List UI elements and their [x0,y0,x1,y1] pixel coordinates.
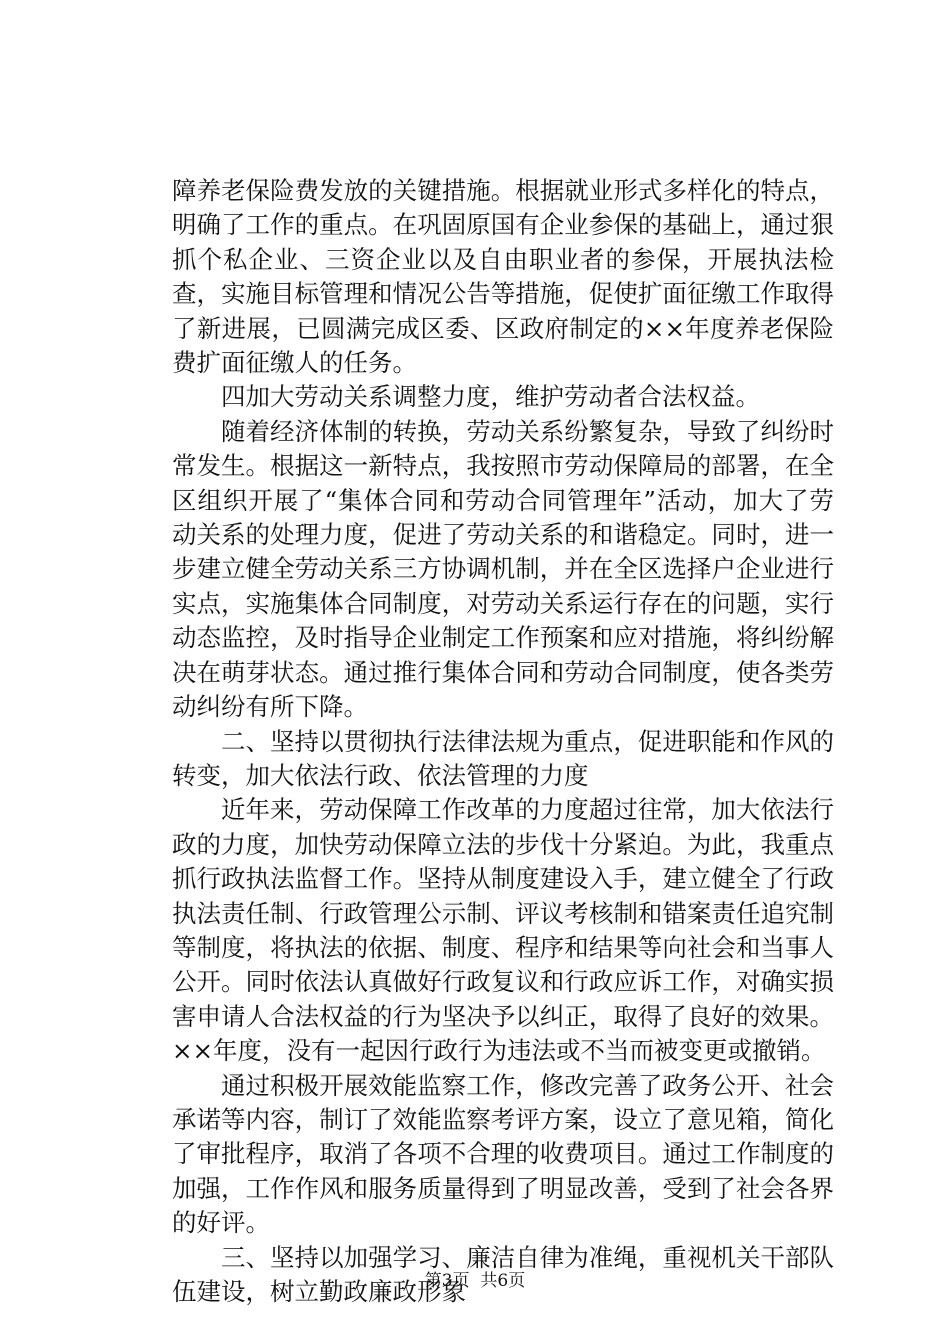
paragraph-efficiency-supervision: 通过积极开展效能监察工作，修改完善了政务公开、社会承诺等内容，制订了效能监察考评方案，设立了意见箱，简化了审批程序，取消了各项不合理的收费项目。通过工作制度的加强，工作作风和服务质量得到了明显改善，受到了社会各界的好评。 [172,1070,834,1238]
document-body [172,174,834,1309]
paragraph-labor-relations: 随着经济体制的转换，劳动关系纷繁复杂，导致了纠纷时常发生。根据这一新特点，我按照市劳动保障局的部署，在全区组织开展了“集体合同和劳动合同管理年”活动，加大了劳动关系的处理力度，促进了劳动关系的和谐稳定。同时，进一步建立健全劳动关系三方协调机制，并在全区选择户企业进行实点，实施集体合同制度，对劳动关系运行存在的问题，实行动态监控，及时指导企业制定工作预案和应对措施，将纠纷解决在萌芽状态。通过推行集体合同和劳动合同制度，使各类劳动纠纷有所下降。 [172,416,834,722]
paragraph-continued: 障养老保险费发放的关键措施。根据就业形式多样化的特点，明确了工作的重点。在巩固原国有企业参保的基础上，通过狠抓个私企业、三资企业以及自由职业者的参保，开展执法检查，实施目标管理和情况公告等措施，促使扩面征缴工作取得了新进展，已圆满完成区委、区政府制定的××年度养老保险费扩面征缴人的任务。 [172,176,834,378]
paragraph-heading-law-enforcement: 二、坚持以贯彻执行法律法规为重点，促进职能和作风的转变，加大依法行政、依法管理的力度 [172,726,834,790]
page-footer [0,1270,950,1292]
paragraph-heading-labor-relations: 四加大劳动关系调整力度，维护劳动者合法权益。 [221,382,760,412]
paragraph-administrative-law: 近年来，劳动保障工作改革的力度超过往常，加大依法行政的力度，加快劳动保障立法的步伐十分紧迫。为此，我重点抓行政执法监督工作。坚持从制度建设入手，建立健全了行政执法责任制、行政管理公示制、评议考核制和错案责任追究制等制度，将执法的依据、制度、程序和结果等向社会和当事人公开。同时依法认真做好行政复议和行政应诉工作，对确实损害申请人合法权益的行为坚决予以纠正，取得了良好的效果。××年度，没有一起因行政行为违法或不当而被变更或撤销。 [172,795,834,1066]
paragraph-heading-team-building: 三、坚持以加强学习、廉洁自律为准绳，重视机关干部队伍建设，树立勤政廉政形象 [172,1242,834,1306]
page-number: 第3页 共6页 [424,1271,526,1291]
